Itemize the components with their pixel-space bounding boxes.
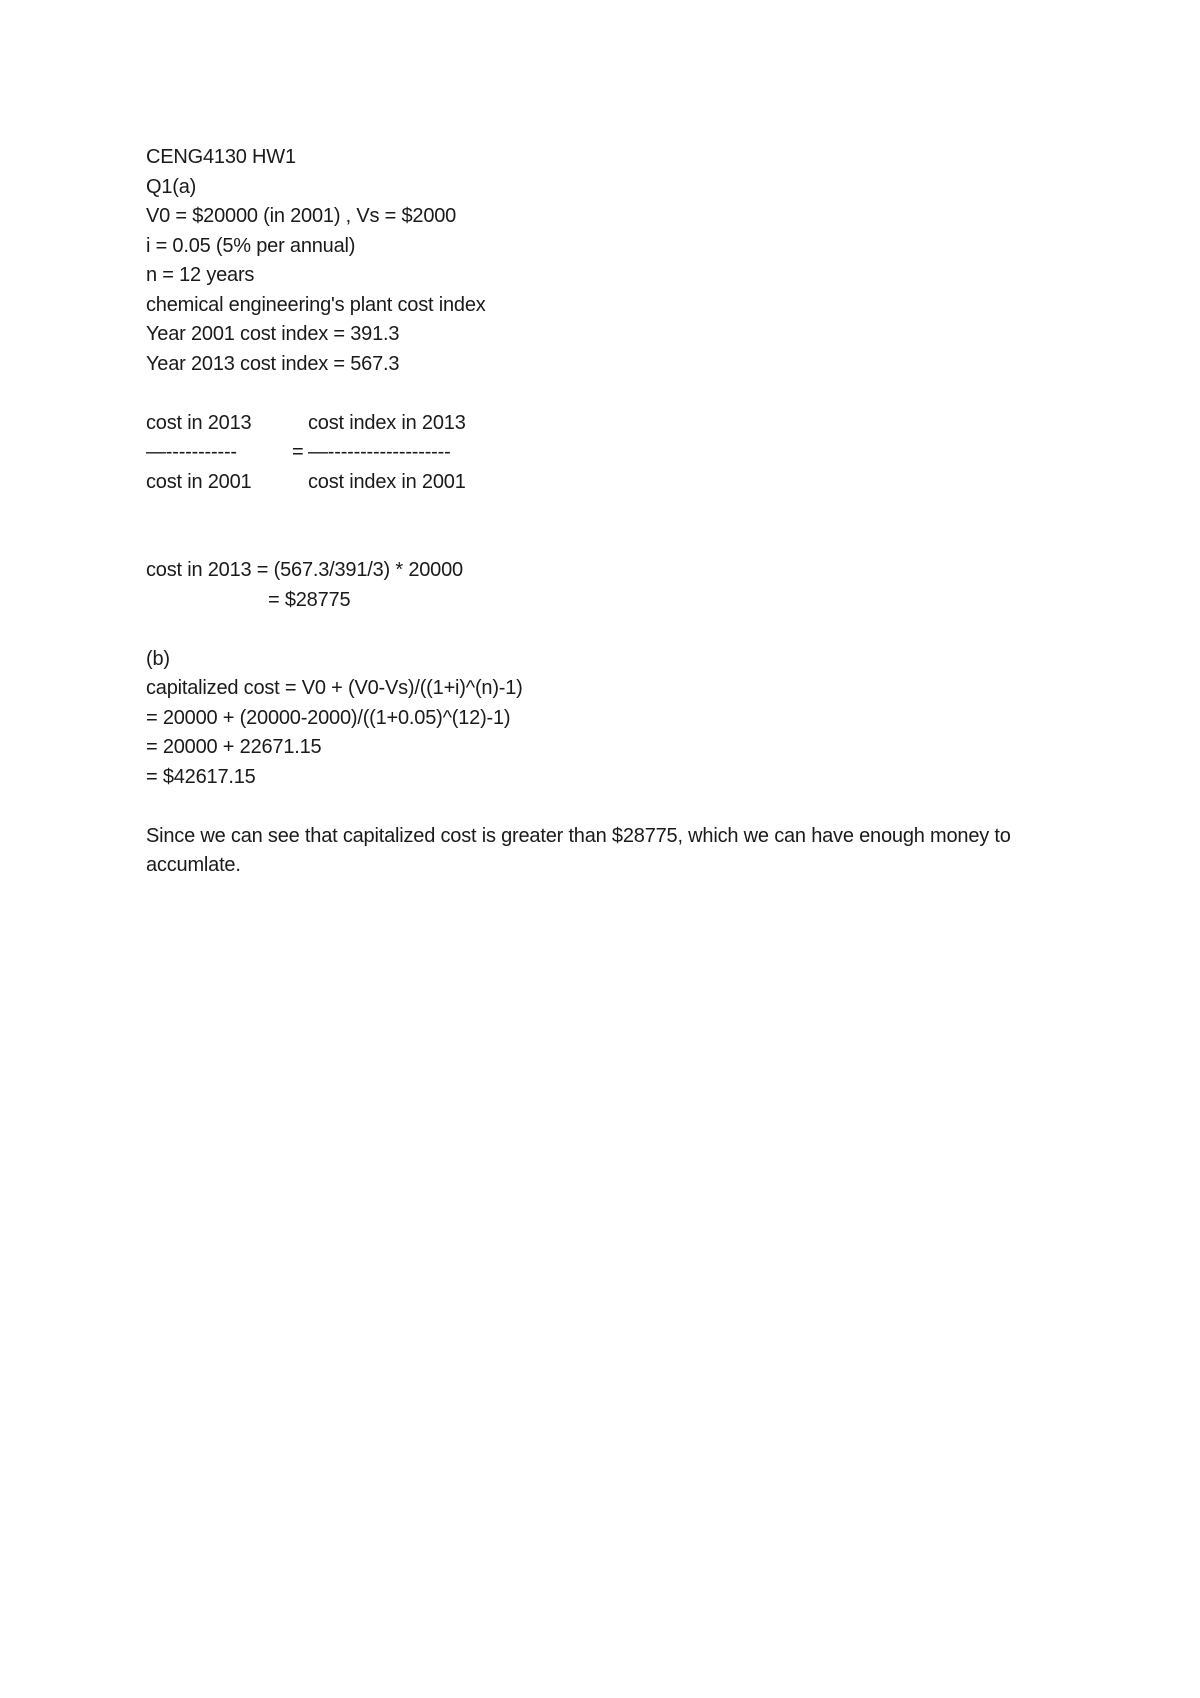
conclusion-paragraph: Since we can see that capitalized cost is greater than $28775, which we can have enough money to accumlate. [146, 824, 1011, 876]
document-title: CENG4130 HW1 [146, 146, 296, 168]
ratio-equals: = [292, 441, 304, 463]
part-a-label: Q1(a) [146, 175, 197, 198]
spacer [146, 792, 1066, 822]
ratio-bar-right: —------------------- [308, 441, 451, 463]
spacer [146, 379, 1066, 409]
document-body [146, 143, 1066, 881]
given-index-name: chemical engineering's plant cost index [146, 293, 486, 316]
step-formula: capitalized cost = V0 + (V0-Vs)/((1+i)^(n)-1) [146, 677, 523, 699]
ratio-num-left: cost in 2013 [146, 411, 252, 434]
given-interest: i = 0.05 (5% per annual) [146, 234, 356, 257]
spacer [146, 615, 1066, 645]
ratio-den-right: cost index in 2001 [308, 470, 466, 493]
calc-result: = $28775 [268, 588, 351, 611]
step-result: = $42617.15 [146, 765, 256, 788]
step-substitution: = 20000 + (20000-2000)/((1+0.05)^(12)-1) [146, 706, 511, 729]
ratio-bar-left: —----------- [146, 441, 237, 463]
calc-cost-2013: cost in 2013 = (567.3/391/3) * 20000 [146, 559, 463, 581]
given-years: n = 12 years [146, 264, 255, 286]
ratio-den-left: cost in 2001 [146, 470, 252, 493]
given-index-2013: Year 2013 cost index = 567.3 [146, 352, 400, 375]
given-v0-vs: V0 = $20000 (in 2001) , Vs = $2000 [146, 205, 457, 227]
spacer [146, 527, 1066, 557]
given-index-2001: Year 2001 cost index = 391.3 [146, 323, 400, 345]
ratio-bar-row [146, 438, 1066, 468]
step-sum: = 20000 + 22671.15 [146, 736, 322, 758]
part-b-label: (b) [146, 647, 170, 670]
ratio-numerator-row [146, 409, 1066, 439]
ratio-denominator-row [146, 468, 1066, 498]
ratio-num-right: cost index in 2013 [308, 411, 466, 434]
spacer [146, 497, 1066, 527]
